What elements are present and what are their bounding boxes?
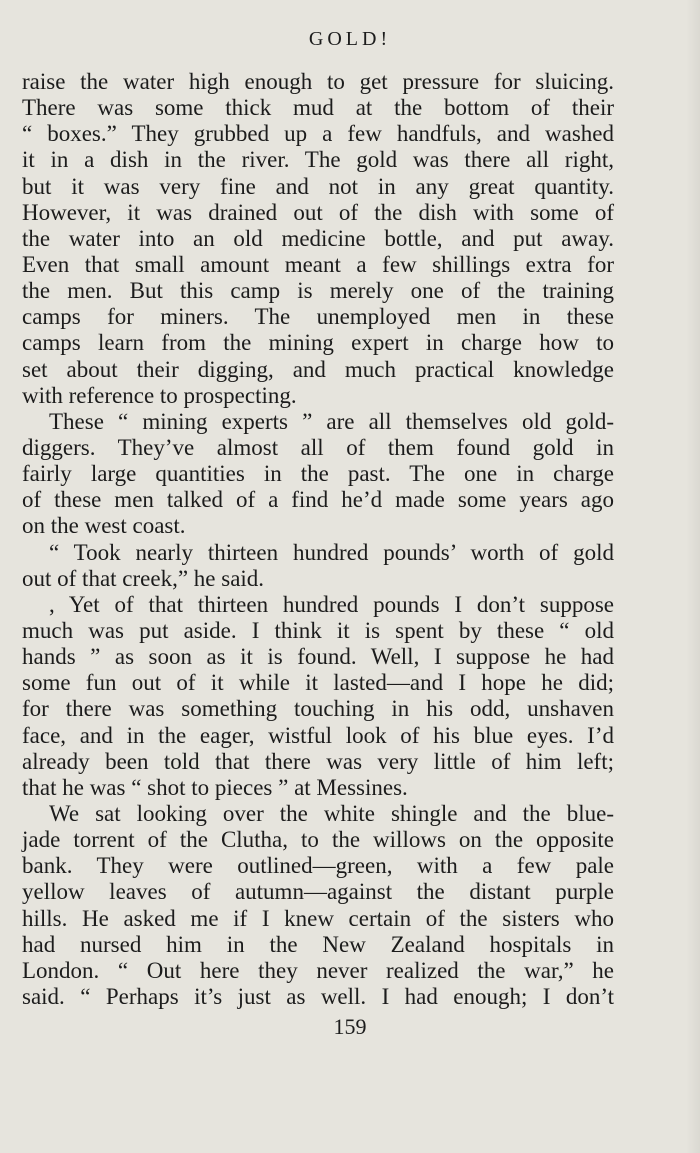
text-line: , Yet of that thirteen hundred pounds I don’t suppose — [49, 591, 614, 617]
text-line: said. “ Perhaps it’s just as well. I had enough; I don’t — [22, 983, 614, 1009]
running-head: GOLD! — [308, 28, 392, 50]
text-line: of these men talked of a find he’d made some years ago — [22, 487, 614, 513]
text-line: out of that creek,” he said. — [22, 565, 265, 591]
text-line: the men. But this camp is merely one of the training — [22, 278, 614, 304]
text-line: the water into an old medicine bottle, and put away. — [22, 225, 614, 251]
text-line: face, and in the eager, wistful look of his blue eyes. I’d — [22, 722, 614, 748]
text-line: Even that small amount meant a few shillings extra for — [22, 251, 614, 277]
text-line: but it was very fine and not in any great quantity. — [22, 173, 614, 199]
page-number: 159 — [333, 1014, 367, 1039]
text-line: had nursed him in the New Zealand hospitals in — [22, 931, 614, 957]
text-line: camps for miners. The unemployed men in these — [22, 304, 614, 330]
text-line: diggers. They’ve almost all of them found gold in — [22, 434, 614, 460]
text-line: yellow leaves of autumn—against the distant purple — [22, 879, 614, 905]
text-line: “ Took nearly thirteen hundred pounds’ worth of gold — [49, 539, 614, 565]
text-line: it in a dish in the river. The gold was there all right, — [22, 147, 614, 173]
text-line: for there was something touching in his odd, unshaven — [22, 696, 614, 722]
text-line: hands ” as soon as it is found. Well, I suppose he had — [22, 644, 614, 670]
text-line: set about their digging, and much practical knowledge — [22, 356, 614, 382]
text-line: some fun out of it while it lasted—and I hope he did; — [22, 670, 614, 696]
text-line: that he was “ shot to pieces ” at Messines. — [22, 774, 408, 800]
text-line: fairly large quantities in the past. The one in charge — [22, 461, 614, 487]
text-line: on the west coast. — [22, 513, 186, 539]
text-line: “ boxes.” They grubbed up a few handfuls, and washed — [22, 121, 614, 147]
text-line: already been told that there was very little of him left; — [22, 748, 614, 774]
text-line: hills. He asked me if I knew certain of the sisters who — [22, 905, 614, 931]
text-line: There was some thick mud at the bottom of their — [22, 95, 614, 121]
text-line: We sat looking over the white shingle and the blue- — [49, 800, 614, 826]
page-edge-shadow — [686, 0, 700, 1153]
text-line: with reference to prospecting. — [22, 382, 297, 408]
text-line: bank. They were outlined—green, with a few pale — [22, 853, 614, 879]
text-line: camps learn from the mining expert in charge how to — [22, 330, 614, 356]
text-line: raise the water high enough to get pressure for sluicing. — [22, 69, 614, 94]
text-line: However, it was drained out of the dish with some of — [22, 199, 614, 225]
body-text — [22, 69, 614, 1010]
text-line: London. “ Out here they never realized the war,” he — [22, 957, 614, 983]
text-line: These “ mining experts ” are all themselves old gold- — [49, 408, 614, 434]
text-line: jade torrent of the Clutha, to the willows on the opposite — [22, 827, 614, 853]
text-line: much was put aside. I think it is spent by these “ old — [22, 617, 614, 643]
